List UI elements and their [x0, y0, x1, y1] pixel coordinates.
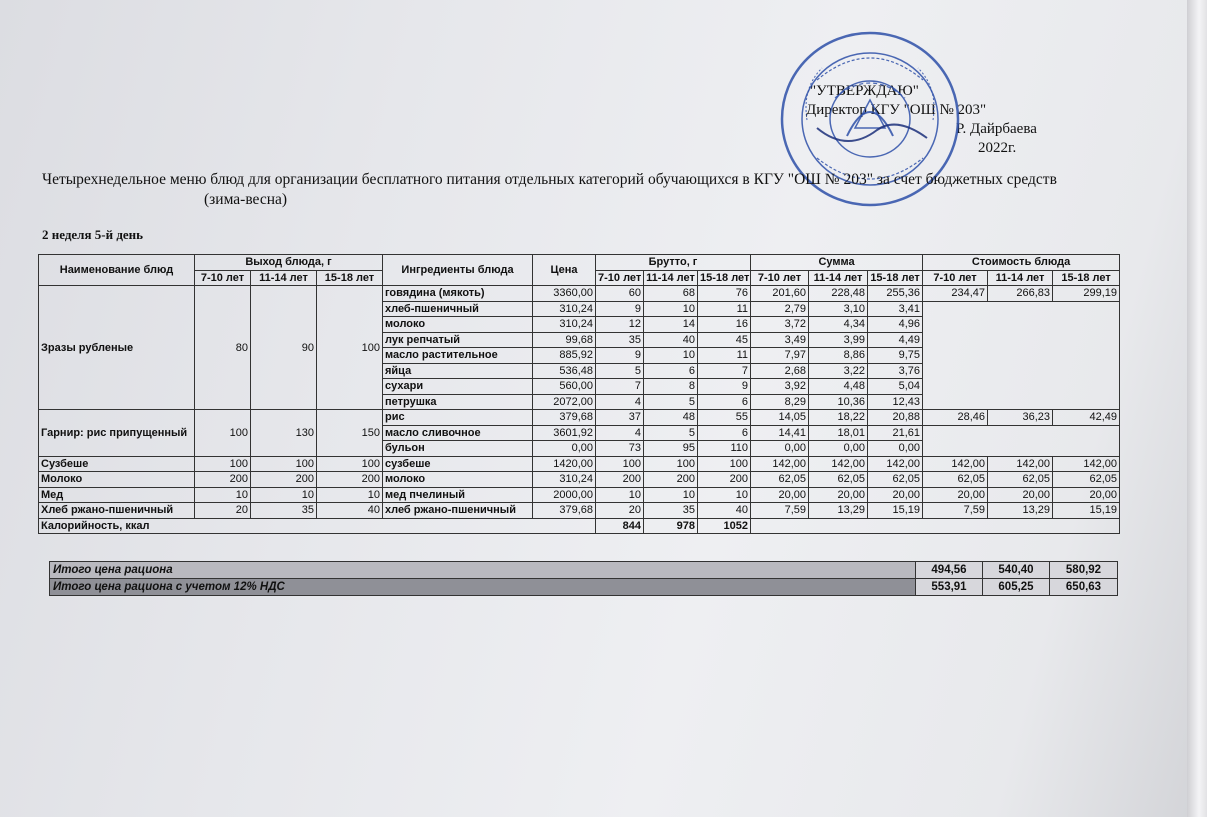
dish-cost: 15,19 [1053, 503, 1120, 519]
sum-value: 201,60 [751, 286, 809, 302]
totals-table [49, 561, 1118, 596]
sum-value: 9,75 [868, 348, 923, 364]
gross-value: 8 [644, 379, 698, 395]
sum-value: 15,19 [868, 503, 923, 519]
gross-value: 37 [596, 410, 644, 426]
header-age-gross-0: 7-10 лет [596, 270, 644, 286]
gross-value: 10 [644, 348, 698, 364]
sum-value: 3,49 [751, 332, 809, 348]
ingredient-price: 379,68 [533, 503, 596, 519]
sum-value: 12,43 [868, 394, 923, 410]
ingredient-name: яйца [383, 363, 533, 379]
gross-value: 6 [644, 363, 698, 379]
sum-value: 13,29 [809, 503, 868, 519]
ingredient-price: 885,92 [533, 348, 596, 364]
approval-line-2: Директор КГУ "ОШ № 203" [806, 102, 987, 118]
gross-value: 95 [644, 441, 698, 457]
dish-yield: 100 [251, 456, 317, 472]
gross-value: 4 [596, 394, 644, 410]
ingredient-price: 3360,00 [533, 286, 596, 302]
sum-value: 0,00 [868, 441, 923, 457]
header-age-yield-0: 7-10 лет [195, 270, 251, 286]
dish-yield: 200 [251, 472, 317, 488]
header-name: Наименование блюд [39, 255, 195, 286]
gross-value: 9 [596, 301, 644, 317]
ingredient-price: 310,24 [533, 317, 596, 333]
sum-value: 3,99 [809, 332, 868, 348]
dish-yield: 150 [317, 410, 383, 457]
header-age-sum-0: 7-10 лет [751, 270, 809, 286]
header-age-yield-1: 11-14 лет [251, 270, 317, 286]
gross-value: 73 [596, 441, 644, 457]
approval-line-3: Р. Дайрбаева [956, 121, 1037, 137]
gross-value: 48 [644, 410, 698, 426]
header-gross: Брутто, г [596, 255, 751, 271]
dish-name: Гарнир: рис припущенный [39, 410, 195, 457]
dish-cost: 20,00 [923, 487, 988, 503]
gross-value: 10 [644, 301, 698, 317]
dish-yield: 80 [195, 286, 251, 410]
sum-value: 142,00 [868, 456, 923, 472]
dish-cost: 28,46 [923, 410, 988, 426]
calories-value: 1052 [698, 518, 751, 534]
totals-value: 605,25 [983, 579, 1050, 596]
dish-cost: 142,00 [988, 456, 1053, 472]
gross-value: 5 [596, 363, 644, 379]
gross-value: 6 [698, 425, 751, 441]
sum-value: 8,29 [751, 394, 809, 410]
table-row [39, 503, 1120, 519]
dish-name: Молоко [39, 472, 195, 488]
sum-value: 7,97 [751, 348, 809, 364]
header-age-gross-2: 15-18 лет [698, 270, 751, 286]
sum-value: 5,04 [868, 379, 923, 395]
sum-value: 7,59 [751, 503, 809, 519]
menu-table [38, 254, 1120, 534]
dish-yield: 35 [251, 503, 317, 519]
sum-value: 20,00 [809, 487, 868, 503]
gross-value: 45 [698, 332, 751, 348]
sum-value: 8,86 [809, 348, 868, 364]
dish-name: Мед [39, 487, 195, 503]
header-cost: Стоимость блюда [923, 255, 1120, 271]
header-price: Цена [533, 255, 596, 286]
sum-value: 0,00 [751, 441, 809, 457]
gross-value: 7 [698, 363, 751, 379]
sum-value: 62,05 [751, 472, 809, 488]
dish-cost: 234,47 [923, 286, 988, 302]
dish-yield: 100 [195, 456, 251, 472]
dish-cost: 7,59 [923, 503, 988, 519]
dish-yield: 90 [251, 286, 317, 410]
header-sum: Сумма [751, 255, 923, 271]
dish-cost: 299,19 [1053, 286, 1120, 302]
gross-value: 55 [698, 410, 751, 426]
dish-name: Хлеб ржано-пшеничный [39, 503, 195, 519]
ingredient-name: сузбеше [383, 456, 533, 472]
totals-row [50, 562, 1118, 579]
sum-value: 62,05 [809, 472, 868, 488]
gross-value: 76 [698, 286, 751, 302]
ingredient-price: 3601,92 [533, 425, 596, 441]
day-label: 2 неделя 5-й день [42, 227, 144, 242]
header-age-yield-2: 15-18 лет [317, 270, 383, 286]
sum-value: 142,00 [809, 456, 868, 472]
dish-yield: 10 [195, 487, 251, 503]
ingredient-price: 1420,00 [533, 456, 596, 472]
calories-row [39, 518, 1120, 534]
gross-value: 100 [596, 456, 644, 472]
ingredient-name: молоко [383, 317, 533, 333]
dish-cost: 142,00 [923, 456, 988, 472]
calories-label: Калорийность, ккал [39, 518, 596, 534]
totals-value: 494,56 [916, 562, 983, 579]
header-age-cost-0: 7-10 лет [923, 270, 988, 286]
sum-value: 255,36 [868, 286, 923, 302]
header-age-cost-2: 15-18 лет [1053, 270, 1120, 286]
gross-value: 10 [698, 487, 751, 503]
gross-value: 200 [698, 472, 751, 488]
totals-label: Итого цена рациона [50, 562, 916, 579]
sum-value: 0,00 [809, 441, 868, 457]
ingredient-name: рис [383, 410, 533, 426]
dish-cost: 13,29 [988, 503, 1053, 519]
dish-cost: 20,00 [988, 487, 1053, 503]
ingredient-name: петрушка [383, 394, 533, 410]
dish-cost: 62,05 [1053, 472, 1120, 488]
table-row [39, 286, 1120, 302]
sum-value: 142,00 [751, 456, 809, 472]
dish-yield: 10 [317, 487, 383, 503]
cost-blank [923, 425, 1120, 456]
page-fold-shadow [1187, 0, 1207, 817]
gross-value: 9 [596, 348, 644, 364]
gross-value: 12 [596, 317, 644, 333]
ingredient-price: 0,00 [533, 441, 596, 457]
gross-value: 100 [698, 456, 751, 472]
gross-value: 11 [698, 301, 751, 317]
sum-value: 3,92 [751, 379, 809, 395]
gross-value: 68 [644, 286, 698, 302]
dish-yield: 100 [317, 286, 383, 410]
gross-value: 9 [698, 379, 751, 395]
ingredient-name: бульон [383, 441, 533, 457]
table-row [39, 472, 1120, 488]
header-age-cost-1: 11-14 лет [988, 270, 1053, 286]
ingredient-price: 379,68 [533, 410, 596, 426]
dish-name: Сузбеше [39, 456, 195, 472]
gross-value: 40 [698, 503, 751, 519]
approval-line-1: "УТВЕРЖДАЮ" [810, 83, 919, 99]
sum-value: 18,22 [809, 410, 868, 426]
dish-cost: 42,49 [1053, 410, 1120, 426]
header-age-sum-1: 11-14 лет [809, 270, 868, 286]
sum-value: 20,00 [868, 487, 923, 503]
gross-value: 60 [596, 286, 644, 302]
gross-value: 110 [698, 441, 751, 457]
sum-value: 18,01 [809, 425, 868, 441]
gross-value: 200 [644, 472, 698, 488]
gross-value: 16 [698, 317, 751, 333]
ingredient-name: масло растительное [383, 348, 533, 364]
ingredient-price: 310,24 [533, 472, 596, 488]
sum-value: 3,72 [751, 317, 809, 333]
dish-yield: 130 [251, 410, 317, 457]
sum-value: 3,41 [868, 301, 923, 317]
sum-value: 3,10 [809, 301, 868, 317]
sum-value: 10,36 [809, 394, 868, 410]
gross-value: 14 [644, 317, 698, 333]
header-ingredients: Ингредиенты блюда [383, 255, 533, 286]
ingredient-price: 99,68 [533, 332, 596, 348]
ingredient-name: сухари [383, 379, 533, 395]
dish-yield: 10 [251, 487, 317, 503]
gross-value: 20 [596, 503, 644, 519]
gross-value: 4 [596, 425, 644, 441]
sum-value: 4,49 [868, 332, 923, 348]
sum-value: 62,05 [868, 472, 923, 488]
ingredient-name: говядина (мякоть) [383, 286, 533, 302]
table-row [39, 487, 1120, 503]
dish-cost: 20,00 [1053, 487, 1120, 503]
gross-value: 10 [644, 487, 698, 503]
gross-value: 7 [596, 379, 644, 395]
sum-value: 228,48 [809, 286, 868, 302]
totals-row [50, 579, 1118, 596]
totals-value: 540,40 [983, 562, 1050, 579]
ingredient-name: лук репчатый [383, 332, 533, 348]
dish-yield: 100 [317, 456, 383, 472]
gross-value: 35 [596, 332, 644, 348]
dish-yield: 200 [317, 472, 383, 488]
gross-value: 100 [644, 456, 698, 472]
header-yield: Выход блюда, г [195, 255, 383, 271]
dish-yield: 20 [195, 503, 251, 519]
dish-yield: 200 [195, 472, 251, 488]
sum-value: 20,88 [868, 410, 923, 426]
ingredient-price: 310,24 [533, 301, 596, 317]
table-row [39, 410, 1120, 426]
sum-value: 2,79 [751, 301, 809, 317]
dish-cost: 62,05 [988, 472, 1053, 488]
ingredient-name: хлеб-пшеничный [383, 301, 533, 317]
sum-value: 20,00 [751, 487, 809, 503]
dish-cost: 36,23 [988, 410, 1053, 426]
ingredient-price: 560,00 [533, 379, 596, 395]
gross-value: 10 [596, 487, 644, 503]
document-subtitle: (зима-весна) [204, 191, 288, 208]
gross-value: 35 [644, 503, 698, 519]
ingredient-price: 2000,00 [533, 487, 596, 503]
ingredient-name: молоко [383, 472, 533, 488]
gross-value: 40 [644, 332, 698, 348]
calories-blank [751, 518, 1120, 534]
cost-blank [923, 301, 1120, 410]
sum-value: 2,68 [751, 363, 809, 379]
table-row [39, 456, 1120, 472]
ingredient-name: мед пчелиный [383, 487, 533, 503]
dish-cost: 62,05 [923, 472, 988, 488]
header-age-sum-2: 15-18 лет [868, 270, 923, 286]
sum-value: 4,34 [809, 317, 868, 333]
totals-label: Итого цена рациона с учетом 12% НДС [50, 579, 916, 596]
sum-value: 21,61 [868, 425, 923, 441]
totals-value: 580,92 [1050, 562, 1118, 579]
sum-value: 4,48 [809, 379, 868, 395]
ingredient-name: масло сливочное [383, 425, 533, 441]
gross-value: 11 [698, 348, 751, 364]
dish-cost: 266,83 [988, 286, 1053, 302]
gross-value: 6 [698, 394, 751, 410]
totals-value: 650,63 [1050, 579, 1118, 596]
gross-value: 5 [644, 425, 698, 441]
sum-value: 4,96 [868, 317, 923, 333]
calories-value: 844 [596, 518, 644, 534]
sum-value: 14,41 [751, 425, 809, 441]
totals-value: 553,91 [916, 579, 983, 596]
sum-value: 3,76 [868, 363, 923, 379]
gross-value: 5 [644, 394, 698, 410]
calories-value: 978 [644, 518, 698, 534]
sum-value: 14,05 [751, 410, 809, 426]
ingredient-price: 536,48 [533, 363, 596, 379]
dish-cost: 142,00 [1053, 456, 1120, 472]
ingredient-price: 2072,00 [533, 394, 596, 410]
ingredient-name: хлеб ржано-пшеничный [383, 503, 533, 519]
header-age-gross-1: 11-14 лет [644, 270, 698, 286]
dish-yield: 40 [317, 503, 383, 519]
gross-value: 200 [596, 472, 644, 488]
document-title: Четырехнедельное меню блюд для организации бесплатного питания отдельных категорий обучающихся в КГУ "ОШ № 203" за счет бюджетных средств [42, 171, 1057, 188]
sum-value: 3,22 [809, 363, 868, 379]
approval-line-4: 2022г. [978, 140, 1017, 156]
dish-yield: 100 [195, 410, 251, 457]
dish-name: Зразы рубленые [39, 286, 195, 410]
